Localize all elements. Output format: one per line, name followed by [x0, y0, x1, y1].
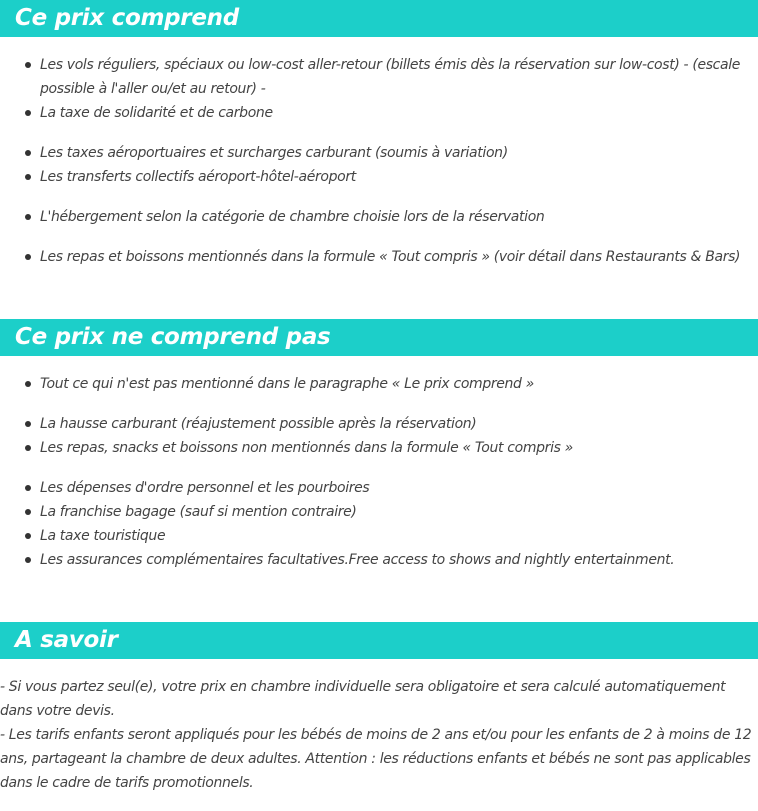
bullet-icon: [25, 254, 31, 260]
included-list: [0, 53, 758, 269]
bullet-icon: [25, 174, 31, 180]
bullet-icon: [25, 445, 31, 451]
bullet-icon: [25, 150, 31, 156]
paragraph: - Les tarifs enfants seront appliqués pour les bébés de moins de 2 ans et/ou pour les enfants de 2 à moins de 12 ans, partageant la chambre de deux adultes. Attention : les réductions enfants et bébés ne sont pas applicables dans le cadre de tarifs promotionnels.: [0, 727, 752, 791]
section-header-not-included: [0, 319, 758, 356]
bullet-icon: [25, 509, 31, 515]
section-title-good-to-know: A savoir: [15, 627, 118, 653]
list-item: L'hébergement selon la catégorie de chambre choisie lors de la réservation: [0, 205, 758, 229]
list-item: Les assurances complémentaires facultatives.Free access to shows and nightly entertainment.: [0, 548, 758, 572]
bullet-icon: [25, 557, 31, 563]
bullet-icon: [25, 533, 31, 539]
section-header-good-to-know: [0, 622, 758, 659]
list-item: Les repas, snacks et boissons non mentionnés dans la formule « Tout compris »: [0, 436, 758, 460]
good-to-know-text: [0, 675, 752, 795]
not-included-list: [0, 372, 758, 572]
section-header-included: [0, 0, 758, 37]
paragraph: - Si vous partez seul(e), votre prix en chambre individuelle sera obligatoire et sera calculé automatiquement dans votre devis.: [0, 679, 726, 719]
list-item: Les taxes aéroportuaires et surcharges carburant (soumis à variation): [0, 141, 758, 165]
bullet-icon: [25, 214, 31, 220]
bullet-icon: [25, 110, 31, 116]
list-item: Tout ce qui n'est pas mentionné dans le paragraphe « Le prix comprend »: [0, 372, 758, 396]
bullet-icon: [25, 485, 31, 491]
list-item: Les dépenses d'ordre personnel et les pourboires: [0, 476, 758, 500]
list-item: La taxe de solidarité et de carbone: [0, 101, 758, 125]
bullet-icon: [25, 62, 31, 68]
section-title-not-included: Ce prix ne comprend pas: [15, 324, 331, 350]
list-item: La taxe touristique: [0, 524, 758, 548]
section-title-included: Ce prix comprend: [15, 5, 239, 31]
list-item: Les vols réguliers, spéciaux ou low-cost aller-retour (billets émis dès la réservation sur low-cost) - (escale possible à l'aller ou/et au retour) -: [0, 53, 758, 101]
list-item: La franchise bagage (sauf si mention contraire): [0, 500, 758, 524]
bullet-icon: [25, 381, 31, 387]
bullet-icon: [25, 421, 31, 427]
list-item: Les transferts collectifs aéroport-hôtel-aéroport: [0, 165, 758, 189]
list-item: Les repas et boissons mentionnés dans la formule « Tout compris » (voir détail dans Restaurants & Bars): [0, 245, 758, 269]
list-item: La hausse carburant (réajustement possible après la réservation): [0, 412, 758, 436]
